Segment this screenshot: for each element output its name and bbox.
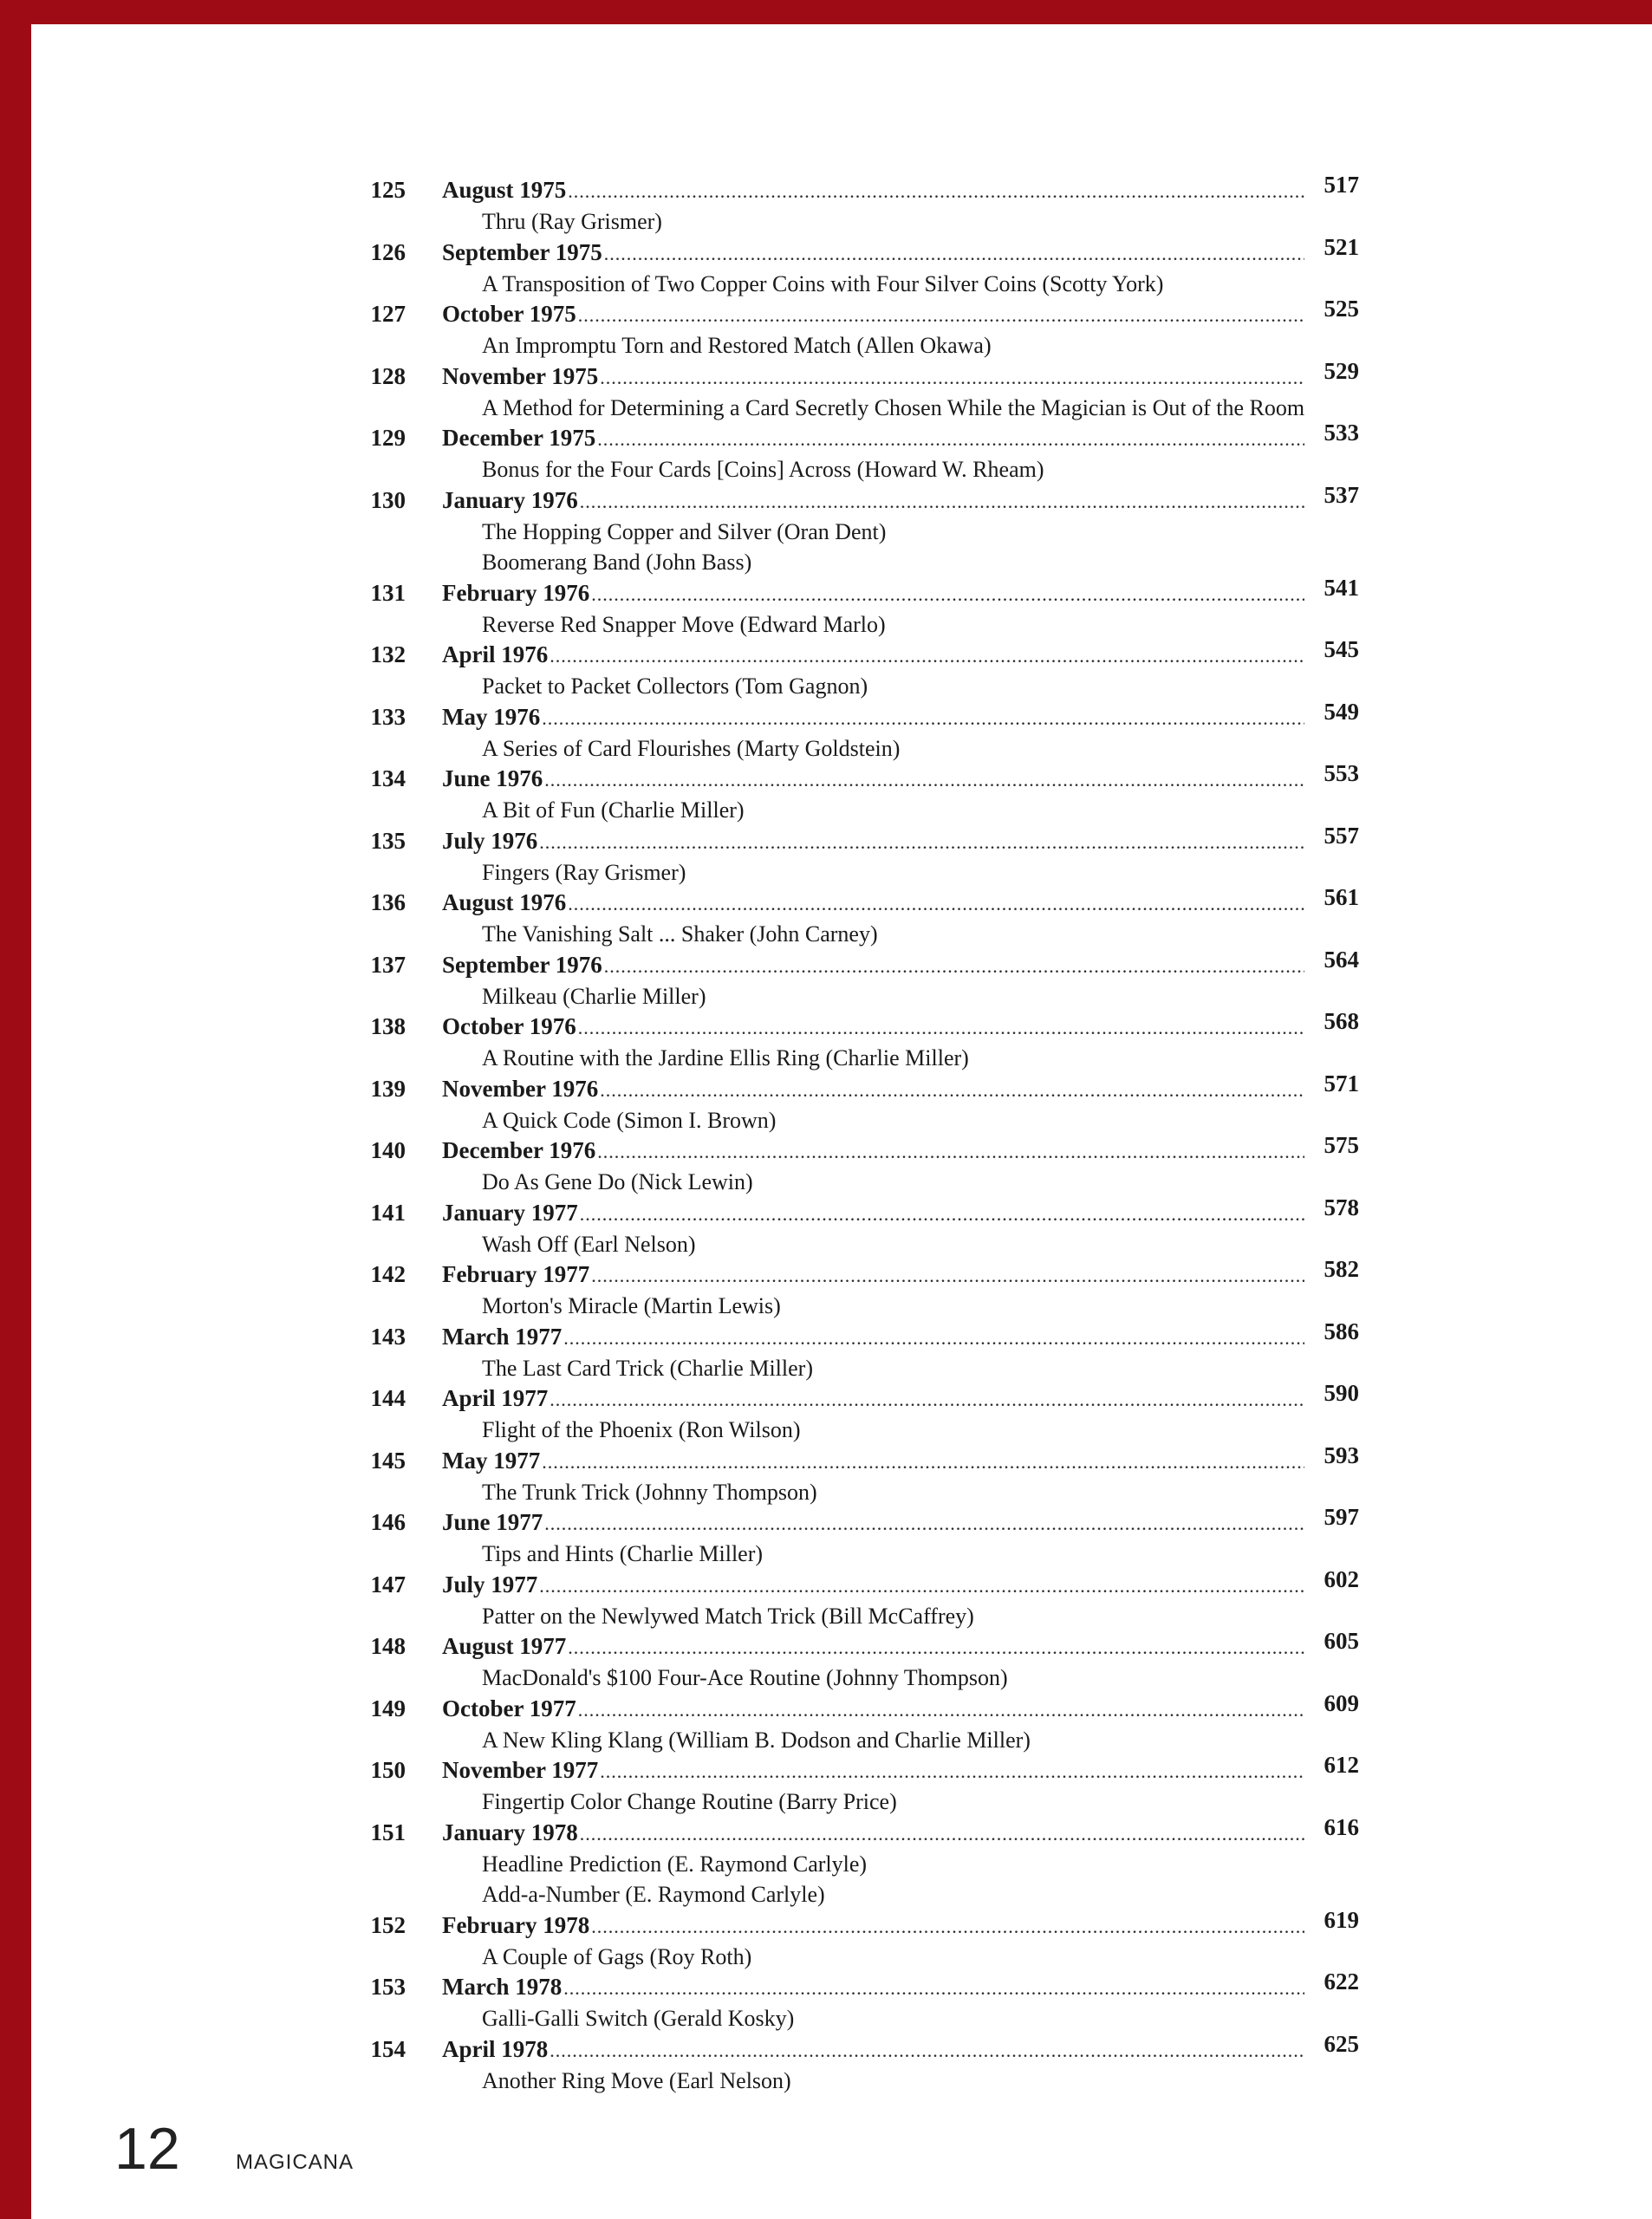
page-ref: 568: [1324, 1008, 1359, 1034]
issue-leader: [442, 828, 1304, 857]
trick-title: A Method for Determining a Card Secretly Chosen While the Magician is Out of the Room: [482, 394, 1305, 420]
issue-leader: [442, 1385, 1304, 1415]
issue-number: 147: [370, 1571, 406, 1598]
dot-leader: [591, 1265, 1304, 1291]
issue-date: January 1977: [442, 1199, 578, 1226]
page-ref: 625: [1324, 2030, 1359, 2057]
issue-number: 144: [370, 1385, 406, 1411]
issue-leader: [442, 1013, 1304, 1043]
trick-title: Galli-Galli Switch (Gerald Kosky): [482, 2006, 795, 2031]
page-ref: 605: [1324, 1628, 1359, 1654]
issue-row: [364, 481, 1369, 517]
toc-entry: [364, 1070, 1369, 1136]
issue-row: [364, 1906, 1369, 1942]
dot-leader: [580, 491, 1304, 517]
trick-title: An Impromptu Torn and Restored Match (Allen Okawa): [482, 333, 992, 358]
trick-title: Another Ring Move (Earl Nelson): [482, 2067, 791, 2093]
dot-leader: [550, 2040, 1304, 2066]
issue-row: [364, 296, 1369, 330]
toc-entry: [364, 1968, 1369, 2034]
page-ref: 619: [1324, 1906, 1359, 1933]
page-ref: 553: [1324, 760, 1359, 786]
issue-row: [364, 357, 1369, 393]
dot-leader: [568, 893, 1304, 919]
trick-title: A Transposition of Two Copper Coins with Four Silver Coins (Scotty York): [482, 270, 1164, 296]
toc-entry: [364, 698, 1369, 765]
trick-title: The Last Card Trick (Charlie Miller): [482, 1355, 813, 1381]
dot-leader: [578, 1017, 1304, 1043]
page-ref: 541: [1324, 574, 1359, 601]
page-ref: 609: [1324, 1689, 1359, 1716]
issue-number: 151: [370, 1819, 406, 1845]
issue-row: [364, 1813, 1369, 1849]
issue-leader: [442, 301, 1304, 330]
issue-leader: [442, 239, 1304, 269]
issue-date: October 1976: [442, 1013, 576, 1039]
issue-row: [364, 822, 1369, 857]
issue-leader: [442, 425, 1304, 454]
page-ref: 557: [1324, 822, 1359, 849]
issue-date: August 1976: [442, 889, 567, 915]
trick-title: The Trunk Trick (Johnny Thompson): [482, 1479, 817, 1505]
issue-number: 145: [370, 1447, 406, 1474]
issue-date: November 1975: [442, 362, 599, 389]
issue-date: February 1978: [442, 1911, 590, 1938]
trick-title: Wash Off (Earl Nelson): [482, 1231, 696, 1257]
page-ref: 529: [1324, 357, 1359, 384]
issue-row: [364, 1132, 1369, 1167]
toc-entry: [364, 1504, 1369, 1570]
issue-date: May 1976: [442, 703, 541, 730]
publication-name: MAGICANA: [236, 2151, 354, 2174]
page-number: 12: [114, 2116, 180, 2182]
issue-number: 132: [370, 641, 406, 667]
dot-leader: [539, 1575, 1304, 1601]
toc-entry: [364, 636, 1369, 702]
trick-title: Thru (Ray Grismer): [482, 209, 662, 234]
issue-number: 146: [370, 1509, 406, 1535]
issue-row: [364, 1008, 1369, 1043]
issue-row: [364, 1256, 1369, 1291]
issue-leader: [442, 952, 1304, 981]
dot-leader: [597, 428, 1304, 454]
issue-number: 125: [370, 177, 406, 203]
page-ref: 533: [1324, 420, 1359, 446]
issue-row: [364, 946, 1369, 981]
issue-number: 150: [370, 1757, 406, 1783]
dot-leader: [544, 769, 1304, 795]
trick-title: A Quick Code (Simon I. Brown): [482, 1107, 777, 1133]
issue-leader: [442, 1974, 1304, 2003]
issue-number: 152: [370, 1911, 406, 1938]
issue-leader: [442, 1819, 1304, 1849]
toc-entry: [364, 1008, 1369, 1074]
issue-leader: [442, 765, 1304, 795]
issue-date: October 1977: [442, 1695, 576, 1721]
issue-leader: [442, 580, 1304, 609]
page-ref: 571: [1324, 1070, 1359, 1096]
toc-entry: [364, 1813, 1369, 1910]
issue-row: [364, 1194, 1369, 1229]
page-ref: 593: [1324, 1441, 1359, 1468]
issue-leader: [442, 2036, 1304, 2066]
issue-date: October 1975: [442, 301, 576, 327]
trick-title: The Vanishing Salt ... Shaker (John Carney): [482, 921, 878, 947]
issue-number: 133: [370, 703, 406, 730]
issue-number: 137: [370, 951, 406, 978]
top-border: [0, 0, 1652, 24]
trick-title: Patter on the Newlywed Match Trick (Bill McCaffrey): [482, 1603, 974, 1629]
page-ref: 597: [1324, 1504, 1359, 1530]
issue-date: July 1976: [442, 827, 538, 854]
issue-date: April 1976: [442, 641, 549, 667]
trick-title: A Series of Card Flourishes (Marty Goldstein): [482, 735, 901, 761]
issue-row: [364, 2030, 1369, 2066]
issue-row: [364, 1441, 1369, 1477]
toc-entry: [364, 1752, 1369, 1818]
issue-number: 149: [370, 1695, 406, 1721]
issue-row: [364, 760, 1369, 795]
dot-leader: [604, 243, 1304, 269]
issue-number: 138: [370, 1013, 406, 1039]
issue-number: 127: [370, 301, 406, 327]
toc-entry: [364, 1689, 1369, 1756]
dot-leader: [544, 1513, 1304, 1539]
trick-title: Packet to Packet Collectors (Tom Gagnon): [482, 674, 868, 699]
trick-title: Headline Prediction (E. Raymond Carlyle): [482, 1851, 868, 1877]
issue-leader: [442, 1076, 1304, 1105]
trick-title: MacDonald's $100 Four-Ace Routine (Johnny Thompson): [482, 1665, 1008, 1690]
issue-leader: [442, 1633, 1304, 1663]
issue-number: 128: [370, 362, 406, 389]
toc-entry: [364, 946, 1369, 1012]
page-ref: 537: [1324, 481, 1359, 508]
issue-leader: [442, 1695, 1304, 1725]
issue-leader: [442, 1324, 1304, 1353]
toc-entry: [364, 1906, 1369, 1973]
issue-row: [364, 1380, 1369, 1415]
dot-leader: [591, 583, 1304, 609]
issue-row: [364, 172, 1369, 206]
table-of-contents: [364, 172, 1369, 2096]
issue-row: [364, 420, 1369, 454]
issue-number: 154: [370, 2035, 406, 2062]
issue-date: April 1978: [442, 2035, 549, 2062]
page-ref: 616: [1324, 1813, 1359, 1840]
issue-date: February 1977: [442, 1261, 590, 1287]
issue-date: May 1977: [442, 1447, 541, 1474]
trick-title: A New Kling Klang (William B. Dodson and Charlie Miller): [482, 1727, 1031, 1753]
issue-date: January 1978: [442, 1819, 578, 1845]
trick-title: A Routine with the Jardine Ellis Ring (Charlie Miller): [482, 1045, 969, 1070]
trick-title: Fingers (Ray Grismer): [482, 859, 686, 885]
toc-entry: [364, 1132, 1369, 1198]
toc-entry: [364, 1318, 1369, 1384]
dot-leader: [600, 1079, 1304, 1105]
toc-entry: [364, 574, 1369, 641]
issue-leader: [442, 1757, 1304, 1786]
issue-date: December 1976: [442, 1137, 596, 1163]
issue-row: [364, 698, 1369, 733]
issue-date: November 1977: [442, 1757, 599, 1783]
issue-date: November 1976: [442, 1075, 599, 1102]
page-ref: 578: [1324, 1194, 1359, 1220]
page-ref: 521: [1324, 233, 1359, 260]
issue-date: December 1975: [442, 425, 596, 451]
trick-title: Flight of the Phoenix (Ron Wilson): [482, 1417, 801, 1442]
page-ref: 561: [1324, 884, 1359, 910]
page-ref: 622: [1324, 1968, 1359, 1994]
issue-row: [364, 1628, 1369, 1663]
dot-leader: [568, 180, 1304, 206]
issue-leader: [442, 889, 1304, 919]
page-ref: 575: [1324, 1132, 1359, 1158]
dot-leader: [542, 1451, 1304, 1477]
trick-title: Boomerang Band (John Bass): [482, 550, 752, 575]
trick-title: A Couple of Gags (Roy Roth): [482, 1943, 752, 1969]
issue-number: 140: [370, 1137, 406, 1163]
issue-number: 142: [370, 1261, 406, 1287]
issue-leader: [442, 177, 1304, 206]
issue-number: 153: [370, 1974, 406, 2000]
toc-entry: [364, 2030, 1369, 2097]
page-ref: 525: [1324, 296, 1359, 322]
toc-entry: [364, 1628, 1369, 1694]
toc-entry: [364, 296, 1369, 361]
toc-entry: [364, 420, 1369, 485]
issue-date: August 1977: [442, 1633, 567, 1659]
issue-date: June 1977: [442, 1509, 543, 1535]
issue-leader: [442, 1137, 1304, 1167]
issue-date: July 1977: [442, 1571, 538, 1598]
issue-leader: [442, 704, 1304, 733]
issue-leader: [442, 1509, 1304, 1539]
issue-row: [364, 636, 1369, 671]
trick-title: Tips and Hints (Charlie Miller): [482, 1541, 764, 1566]
trick-title: Add-a-Number (E. Raymond Carlyle): [482, 1882, 825, 1907]
issue-number: 126: [370, 238, 406, 265]
trick-title: Bonus for the Four Cards [Coins] Across (Howard W. Rheam): [482, 457, 1044, 482]
issue-date: September 1975: [442, 238, 602, 265]
trick-title: Fingertip Color Change Routine (Barry Price): [482, 1789, 897, 1814]
issue-row: [364, 1968, 1369, 2003]
issue-number: 148: [370, 1633, 406, 1659]
issue-number: 134: [370, 765, 406, 791]
issue-number: 136: [370, 889, 406, 915]
page-ref: 564: [1324, 946, 1359, 973]
issue-leader: [442, 1448, 1304, 1477]
dot-leader: [550, 645, 1304, 671]
toc-entry: [364, 1194, 1369, 1260]
issue-row: [364, 1689, 1369, 1725]
issue-number: 130: [370, 486, 406, 513]
toc-entry: [364, 481, 1369, 578]
dot-leader: [600, 1760, 1304, 1786]
issue-number: 143: [370, 1323, 406, 1350]
issue-leader: [442, 641, 1304, 671]
toc-entry: [364, 884, 1369, 950]
toc-entry: [364, 1565, 1369, 1632]
issue-date: March 1978: [442, 1974, 563, 2000]
issue-row: [364, 1318, 1369, 1353]
issue-number: 131: [370, 579, 406, 606]
dot-leader: [550, 1389, 1304, 1415]
toc-entry: [364, 1256, 1369, 1322]
issue-leader: [442, 1200, 1304, 1229]
issue-number: 139: [370, 1075, 406, 1102]
dot-leader: [568, 1637, 1304, 1663]
issue-date: June 1976: [442, 765, 543, 791]
issue-date: March 1977: [442, 1323, 563, 1350]
page-ref: 586: [1324, 1318, 1359, 1344]
issue-row: [364, 884, 1369, 919]
issue-leader: [442, 363, 1304, 393]
toc-entry: [364, 760, 1369, 826]
issue-date: January 1976: [442, 486, 578, 513]
dot-leader: [591, 1916, 1304, 1942]
left-border: [0, 0, 31, 2219]
dot-leader: [600, 367, 1304, 393]
page-ref: 545: [1324, 636, 1359, 662]
toc-entry: [364, 172, 1369, 238]
issue-row: [364, 1752, 1369, 1786]
issue-date: August 1975: [442, 177, 567, 203]
dot-leader: [604, 955, 1304, 981]
issue-number: 141: [370, 1199, 406, 1226]
issue-row: [364, 233, 1369, 269]
page-ref: 602: [1324, 1565, 1359, 1592]
dot-leader: [597, 1141, 1304, 1167]
dot-leader: [578, 304, 1304, 330]
dot-leader: [563, 1977, 1304, 2003]
page-ref: 517: [1324, 172, 1359, 198]
trick-title: A Bit of Fun (Charlie Miller): [482, 797, 745, 823]
issue-leader: [442, 1572, 1304, 1601]
page-ref: 590: [1324, 1380, 1359, 1406]
toc-entry: [364, 357, 1369, 424]
page-ref: 582: [1324, 1256, 1359, 1282]
dot-leader: [580, 1823, 1304, 1849]
issue-number: 135: [370, 827, 406, 854]
issue-number: 129: [370, 425, 406, 451]
issue-row: [364, 1070, 1369, 1105]
dot-leader: [539, 831, 1304, 857]
dot-leader: [542, 707, 1304, 733]
issue-leader: [442, 1261, 1304, 1291]
toc-entry: [364, 1380, 1369, 1446]
trick-title: Do As Gene Do (Nick Lewin): [482, 1169, 753, 1194]
issue-row: [364, 574, 1369, 609]
dot-leader: [580, 1203, 1304, 1229]
trick-title: Morton's Miracle (Martin Lewis): [482, 1293, 781, 1318]
trick-title: Reverse Red Snapper Move (Edward Marlo): [482, 611, 886, 637]
page-ref: 549: [1324, 698, 1359, 725]
page-ref: 612: [1324, 1752, 1359, 1778]
issue-date: February 1976: [442, 579, 590, 606]
issue-leader: [442, 487, 1304, 517]
toc-entry: [364, 1441, 1369, 1508]
trick-title: The Hopping Copper and Silver (Oran Dent): [482, 518, 887, 544]
trick-title: Milkeau (Charlie Miller): [482, 983, 706, 1009]
issue-date: April 1977: [442, 1385, 549, 1411]
dot-leader: [578, 1699, 1304, 1725]
toc-entry: [364, 822, 1369, 888]
issue-date: September 1976: [442, 951, 602, 978]
issue-row: [364, 1504, 1369, 1539]
issue-row: [364, 1565, 1369, 1601]
issue-leader: [442, 1912, 1304, 1942]
dot-leader: [563, 1327, 1304, 1353]
toc-entry: [364, 233, 1369, 300]
